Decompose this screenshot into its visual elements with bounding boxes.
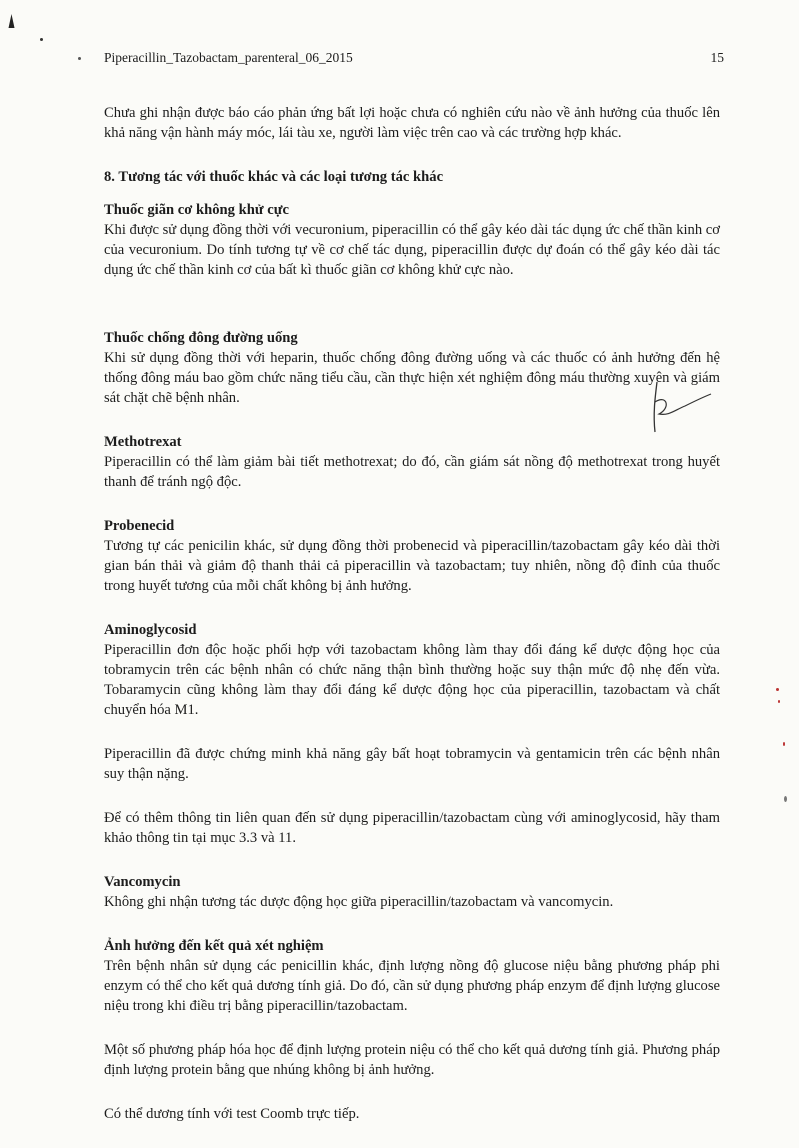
scan-dot — [40, 38, 43, 41]
block-paragraph: Piperacillin đơn độc hoặc phối hợp với tazobactam không làm thay đổi đáng kể dược động học của tobramycin trên các bệnh nhân có chức năng thận bình thường hoặc suy thận mức độ nhẹ đến vừa. Tobaramycin cũng không làm thay đổi đáng kể dược động học của piperacillin, tazobactam và chất chuyển hóa M1. — [104, 642, 720, 718]
handwritten-signature — [645, 380, 715, 440]
block-probenecid — [104, 516, 720, 596]
scan-corner-mark — [9, 14, 18, 28]
margin-mark — [778, 700, 780, 703]
page-content — [104, 103, 720, 1148]
block-paragraph: Một số phương pháp hóa học để định lượng protein niệu có thể cho kết quả dương tính giả. Phương pháp định lượng protein bằng que nhúng không bị ảnh hưởng. — [104, 1042, 720, 1078]
block-heading: Probenecid — [104, 518, 175, 534]
block-paragraph: Không ghi nhận tương tác dược động học giữa piperacillin/tazobactam và vancomycin. — [104, 894, 614, 910]
block-paragraph: Có thể dương tính với test Coomb trực tiếp. — [104, 1106, 360, 1122]
block-neuromuscular — [104, 200, 720, 280]
block-methotrexat — [104, 432, 720, 492]
block-anticoagulant — [104, 328, 720, 408]
block-paragraph: Trên bệnh nhân sử dụng các penicillin khác, định lượng nồng độ glucose niệu bằng phương pháp phi enzym có thể cho kết quả dương tính giả. Do đó, cần sử dụng phương pháp enzym để định lượng glucose niệu trong khi điều trị bằng piperacillin/tazobactam. — [104, 958, 720, 1014]
block-paragraph: Để có thêm thông tin liên quan đến sử dụng piperacillin/tazobactam cùng với aminoglycosid, hãy tham khảo thông tin tại mục 3.3 và 11. — [104, 810, 720, 846]
block-vancomycin — [104, 872, 720, 912]
margin-mark — [784, 796, 787, 802]
block-paragraph: Piperacillin đã được chứng minh khả năng gây bất hoạt tobramycin và gentamicin trên các bệnh nhân suy thận nặng. — [104, 746, 720, 782]
block-paragraph: Khi được sử dụng đồng thời với vecuronium, piperacillin có thể gây kéo dài tác dụng ức chế thần kinh cơ của vecuronium. Do tính tương tự về cơ chế tác dụng, piperacillin được dự đoán có thể gây kéo dài tác dụng ức chế thần kinh cơ của bất kì thuốc giãn cơ không khử cực nào. — [104, 222, 720, 278]
margin-mark — [776, 688, 779, 691]
block-paragraph: Piperacillin có thể làm giảm bài tiết methotrexat; do đó, cần giám sát nồng độ methotrexat trong huyết thanh để tránh ngộ độc. — [104, 454, 720, 490]
intro-paragraph: Chưa ghi nhận được báo cáo phản ứng bất lợi hoặc chưa có nghiên cứu nào về ảnh hưởng của thuốc lên khả năng vận hành máy móc, lái tàu xe, người làm việc trên cao và các trường hợp khác. — [104, 105, 720, 141]
document-id: Piperacillin_Tazobactam_parenteral_06_2015 — [104, 50, 353, 65]
block-heading: Methotrexat — [104, 434, 182, 450]
header-bullet — [78, 57, 81, 60]
page-number: 15 — [710, 50, 724, 65]
block-lab-tests — [104, 936, 720, 1124]
block-paragraph: Tương tự các penicilin khác, sử dụng đồng thời probenecid và piperacillin/tazobactam gây kéo dài thời gian bán thải và giảm độ thanh thải cả piperacillin và tazobactam; tuy nhiên, nồng độ đỉnh của thuốc trong huyết tương của mỗi chất không bị ảnh hưởng. — [104, 538, 720, 594]
block-heading: Thuốc chống đông đường uống — [104, 330, 298, 346]
block-heading: Thuốc giãn cơ không khử cực — [104, 202, 289, 218]
block-heading: Vancomycin — [104, 874, 181, 890]
block-heading: Aminoglycosid — [104, 622, 197, 638]
block-paragraph: Khi sử dụng đồng thời với heparin, thuốc chống đông đường uống và các thuốc có ảnh hưởng đến hệ thống đông máu bao gồm chức năng tiểu cầu, cần thực hiện xét nghiệm đông máu thường xuyên và giám sát chặt chẽ bệnh nhân. — [104, 350, 720, 406]
block-heading: Ảnh hưởng đến kết quả xét nghiệm — [104, 938, 324, 954]
margin-mark — [783, 742, 785, 746]
section-title: 8. Tương tác với thuốc khác và các loại tương tác khác — [104, 169, 444, 185]
block-aminoglycosid — [104, 620, 720, 848]
